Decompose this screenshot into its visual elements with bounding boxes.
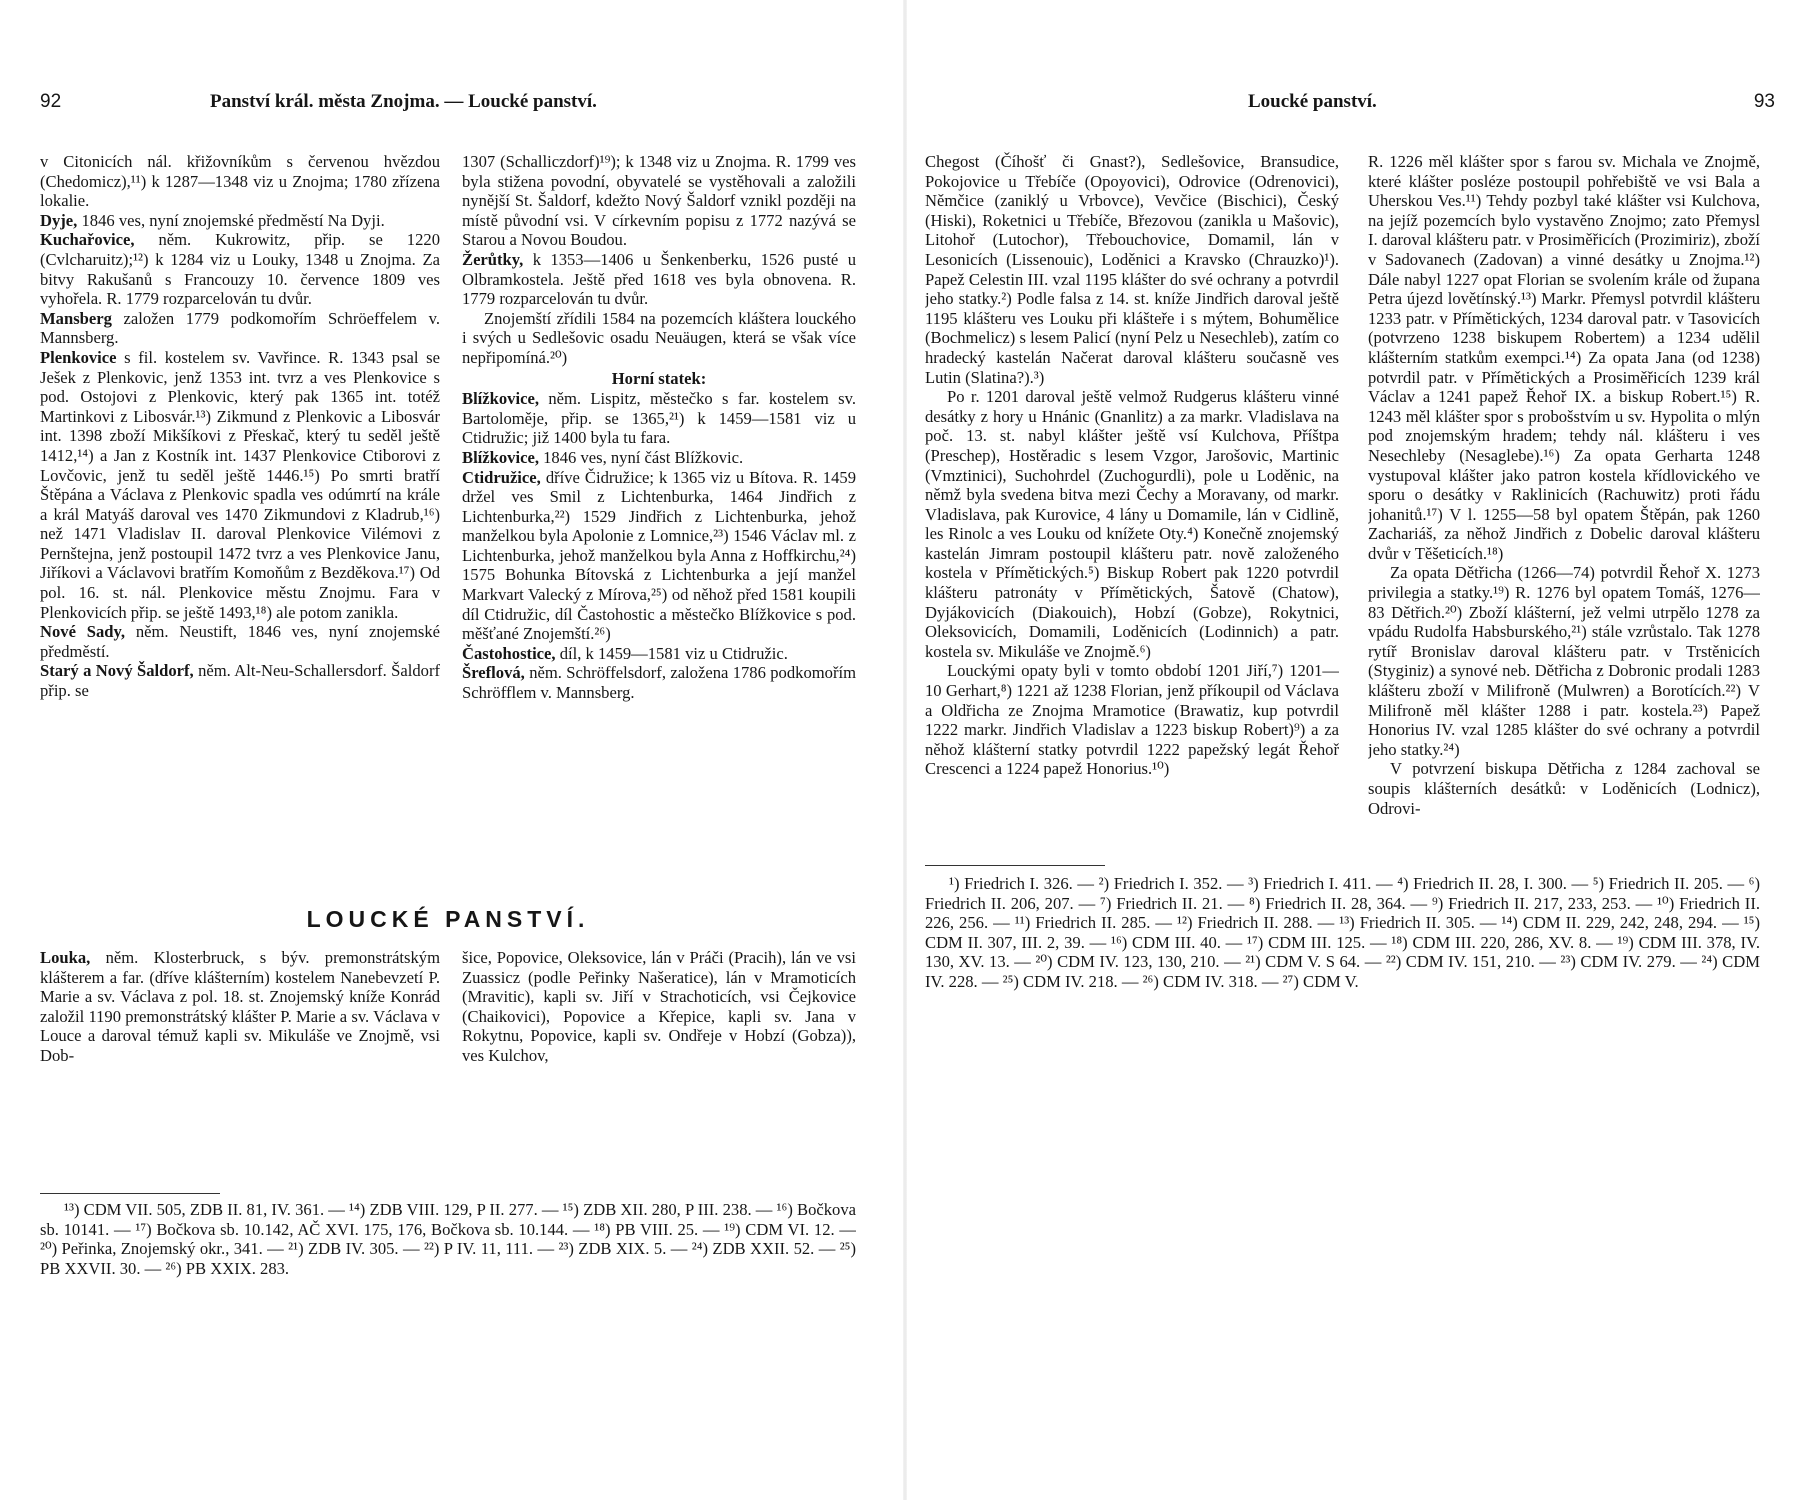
right-column-2 <box>1368 152 1760 852</box>
left-column-1 <box>40 152 440 882</box>
entry-text: Znojemští zřídili 1584 na pozemcích kláštera louckého i svých u Sedlešovic osadu Neuäugen, která se však více nepřipomíná.²⁰) <box>462 308 856 367</box>
entry-paragraph <box>925 387 1339 661</box>
right-page <box>905 0 1810 1500</box>
entry-text: s fil. kostelem sv. Vavřince. R. 1343 psal se Ješek z Plenkovic, jenž 1353 int. tvrz a ves Plenkovice s pod. Ostojovi z Plenkovic, který pak 1365 int. totéž Martinkovi z Libosvár.¹³) Zikmund z Plenkovic a Libosvár int. 1398 zboží Mikšíkovi z Přeskač, který tu seděl ještě 1412,¹⁴) a Jan z Kostník int. 1437 Plenkovice Ctiborovi z Lovčovic, jenž tu seděl ještě 1446.¹⁵) Po smrti bratří Štěpána a Václava z Plenkovic spadla ves odúmrtí na krále a král Matyáš daroval ves 1470 Zikmundovi z Kladrub,¹⁶) než 1471 Vladislav II. daroval Plenkovice Vilémovi z Pernštejna, jenž postoupil 1472 tvrz a ves Plenkovice Janu, Jiříkovi a Václavovi bratřím Komoňům z Bezděkova.¹⁷) Od pol. 16. st. nál. Plenkovice městu Znojmu. Fara v Plenkovicích přip. se ještě 1493,¹⁸) ale potom zanikla. <box>40 347 440 622</box>
right-footnote-rule <box>925 865 1105 866</box>
entry-paragraph <box>462 250 856 309</box>
entry-paragraph <box>40 661 440 700</box>
entry-headword: Plenkovice <box>40 347 117 367</box>
left-column-2 <box>462 152 856 882</box>
left-page-number: 92 <box>40 91 62 112</box>
subheading: Horní statek: <box>611 368 707 388</box>
entry-paragraph <box>462 644 856 664</box>
entry-paragraph <box>40 230 440 308</box>
entry-headword: Mansberg <box>40 308 112 328</box>
entry-text: V potvrzení biskupa Dětřicha z 1284 zachoval se soupis klášterních desátků: v Loděnicích (Lodnicz), Odrovi- <box>1368 759 1760 818</box>
entry-paragraph <box>40 152 440 211</box>
left-column-4 <box>462 948 856 1184</box>
entry-text: něm. Lispitz, městečko s far. kostelem sv. Bartoloměje, přip. se 1365,²¹) k 1459—1581 viz u Ctidružic; již 1400 byla tu fara. <box>462 389 856 448</box>
entry-text: k 1353—1406 u Šenkenberku, 1526 pusté u Olbramkostela. Ještě před 1618 ves byla obnovena. R. 1779 rozparcelován tu dvůr. <box>462 249 856 309</box>
entry-headword: Dyje, <box>40 210 78 230</box>
entry-text: R. 1226 měl klášter spor s farou sv. Michala ve Znojmě, které klášter posléze postoupil pohřebiště ve vsi Bala a Uherskou Ves.¹¹) Tehdy pozbyl také klášter vsi Kulchova, na jejíž pozemcích bylo vystavěno Znojmo; zato Přemysl I. daroval klášteru patr. v Prosiměřicích (Prozimiriz), zboží v Sadovanech (Zadovan) a vinné desátky u Znojma.¹²) Dále nabyl 1227 opat Florian se svolením krále od župana Petra újezd lovětínský.¹³) Markr. Přemysl potvrdil klášteru 1233 patr. v Přímětických, 1234 daroval patr. v Tasovicích (potvrzeno 1238 biskupem Robertem) a 1234 udělil klášterním statkům exempci.¹⁴) Za opata Jana (od 1238) potvrdil patr. v Přímětických a Prosiměřicích 1239 král Václav a 1241 papež Řehoř IX. a biskup Robert.¹⁵) R. 1243 měl klášter spor s probošstvím u sv. Hypolita o mlýn pod znojemským hradem; tehdy nál. klášteru i ves Nesechleby (Nesaglebe).¹⁶) Za opata Gerharta 1248 vystupoval klášter jako patron kostela křídlovického ve sporu o desátky v Raklinicích (Rachuwitz) proti řádu johanitů.¹⁷) V l. 1255—58 byl opatem Štěpán, pak 1260 Zachariáš, za něhož Jindřich z Dobelic daroval klášteru dvůr v Těšeticích.¹⁸) <box>1368 152 1760 563</box>
left-running-head <box>40 88 876 116</box>
entry-text: něm. Alt-Neu-Schallersdorf. Šaldorf přip. se <box>40 661 440 701</box>
left-running-title: Panství král. města Znojma. — Loucké panství. <box>210 91 597 112</box>
entry-paragraph <box>40 211 440 231</box>
entry-headword: Ctidružice, <box>462 467 541 487</box>
entry-text: něm. Klosterbruck, s býv. premonstrátským klášterem a far. (dříve klášterním) kostelem Nanebevzetí P. Marie a sv. Václava z pol. 18. st. Znojemský kníže Konrád založil 1190 premonstrátský klášter P. Marie a sv. Václava v Louce a daroval témuž kapli sv. Mikuláše ve Znojmě, vsi Dob- <box>40 948 440 1065</box>
section-title: LOUCKÉ PANSTVÍ. <box>306 906 590 932</box>
left-column-3 <box>40 948 440 1184</box>
entry-text: něm. Schröffelsdorf, založena 1786 podkomořím Schröfflem v. Mannsberg. <box>462 663 856 703</box>
entry-headword: Starý a Nový Šaldorf, <box>40 661 194 681</box>
entry-headword: Nové Sady, <box>40 622 126 642</box>
entry-headword: Blížkovice, <box>462 389 539 409</box>
entry-paragraph <box>462 309 856 368</box>
entry-paragraph <box>40 309 440 348</box>
right-column-1 <box>925 152 1339 852</box>
entry-text: Po r. 1201 daroval ještě velmož Rudgerus klášteru vinné desátky z hory u Hnánic (Gnanlitz) a za markr. Vladislava na poč. 13. st. nabyl klášter ještě vsí Kulchova, Příštpa (Preschep), Hostěradic s lesem Vzgor, Jarošovic, Martinic (Vmztinici), Suchohrdel (Zuchogurdli), pole u Loděnic, na němž byla svedena bitva mezi Čechy a Moravany, od markr. Vladislava, pak Kurovice, 4 lány u Domamile, lán v Cidlině, les Rinolc a ves Louku od knížete Oty.⁴) Konečně znojemský kastelán Jimram postoupil klášteru patr. nově založeného kostela v Přímětických.⁵) Biskup Robert pak 1220 potvrdil klášteru patronáty v Přímětických, Šatově (Chatow), Dyjákovicích (Diakouich), Hobzí (Gobze), Rokytnici, Oleksovicích, Domamili, Loděnicích (Lodinnich) a patr. kostela sv. Mikuláše ve Znojmě.⁶) <box>925 387 1339 661</box>
entry-text: šice, Popovice, Oleksovice, lán v Práči (Pracih), lán ve vsi Zuassicz (podle Peřinky Našeratice), lán v Mramoticích (Mravitic), kapli sv. Jiří v Strachoticích, vsi Čejkovice (Chaikovici), Popovice a Křepice, kapli sv. Jana v Rokytnu, Popovice, kapli sv. Ondřeje v Hobzí (Gobza)), ves Kulchov, <box>462 948 856 1065</box>
entry-text: Chegost (Číhošť či Gnast?), Sedlešovice, Bransudice, Pokojovice u Třebíče (Opoyovici), Odrovice (Odrenovici), Němčice (zaniklý u Vrbovce), Vevčice (Bischici), Český (Hiski), Roketnici u Třebíče, Březovou (zanikla u Mašovic), Litohoř (Lutochor), Třebouchovice, Domamil, lán v Lesonicích (Lissenouic), Loděnici a Kravsko (Chrauzko)¹). Papež Celestin III. vzal 1195 klášter do své ochrany a potvrdil jeho statky.²) Podle falsa z 14. st. kníže Jindřich daroval ještě 1195 klášteru ves Louku při klášteře i s mýtem, Bohumělice (Bochmelicz) s lesem Palicí (nyní Pelz u Nesechleb), zatím co hradecký kastelán Načerat daroval klášteru současně ves Lutin (Slatina?).³) <box>925 152 1339 387</box>
entry-paragraph <box>462 389 856 448</box>
entry-paragraph <box>1368 152 1760 563</box>
entry-text: 1307 (Schalliczdorf)¹⁹); k 1348 viz u Znojma. R. 1799 ves byla stižena povodní, obyvatelé se vystěhovali a založili nynější St. Šaldorf, kdežto Nový Šaldorf vznikl později na místě původní vsi. V církevním popisu z 1772 nazývá se Starou a Novou Boudou. <box>462 152 856 250</box>
entry-headword: Kuchařovice, <box>40 230 135 250</box>
entry-headword: Louka, <box>40 948 91 967</box>
entry-paragraph <box>925 661 1339 779</box>
entry-text: Za opata Dětřicha (1266—74) potvrdil Řehoř X. 1273 privilegia a statky.¹⁹) R. 1276 byl opatem Tomáš, 1276—83 Dětřich.²⁰) Zboží klášterní, jež velmi utrpělo 1278 za vpádu Rudolfa Habsburského,²¹) stále vzrůstalo. Tak 1278 rytíř Bronislav daroval klášteru patr. v Trstěnicích (Styginiz) a synové neb. Dětřicha z Dobronic prodali 1283 klášteru zboží v Milifroně (Mulwren) a Borotících.²²) V Milifroně měl klášter 1288 i patr. kostela.²³) Papež Honorius IV. vzal 1285 klášter do své ochrany a potvrdil jeho statky.²⁴) <box>1368 563 1760 759</box>
entry-paragraph <box>40 948 440 1066</box>
right-running-title: Loucké panství. <box>1248 91 1377 112</box>
entry-text: 1846 ves, nyní znojemské předměstí Na Dyji. <box>81 210 385 230</box>
entry-text: dříve Čidružice; k 1365 viz u Bítova. R. 1459 držel ves Smil z Lichtenburka, 1464 Jindřich z Lichtenburka,²²) 1529 Jindřich z Lichtenburka, jehož manželkou byla Apolonie z Lomnice,²³) 1546 Václav ml. z Lichtenburka, jehož manželkou byla Anna z Hoffkirchu,²⁴) 1575 Bohunka Bítovská z Lichtenburka a její manžel Markvart Valecký z Mírova,²⁵) od něhož před 1581 koupili díl Ctidružic, díl Častohostic a městečko Blížkovice s pod. měšťané Znojemští.²⁶) <box>462 467 856 644</box>
entry-text: v Citonicích nál. křižovníkům s červenou hvězdou (Chedomicz),¹¹) k 1287—1348 viz u Znojma; 1780 zřízena lokalie. <box>40 152 440 211</box>
entry-paragraph <box>1368 563 1760 759</box>
entry-paragraph <box>462 663 856 702</box>
entry-text: 1846 ves, nyní část Blížkovic. <box>543 447 744 467</box>
entry-headword: Blížkovice, <box>462 447 539 467</box>
entry-text: Louckými opaty byli v tomto období 1201 Jiří,⁷) 1201—10 Gerhart,⁸) 1221 až 1238 Florian, jenž příkoupil od Václava a Oldřicha ze Znojma Mramotice (Brawatiz, kup potvrdil 1222 markr. Jindřich Vladislav a 1223 biskup Robert)⁹) a za něhož klášterní statky potvrdil 1222 papežský legát Řehoř Crescenci a 1224 papež Honorius.¹⁰) <box>925 661 1339 779</box>
entry-paragraph <box>462 448 856 468</box>
entry-headword: Žerůtky, <box>462 249 524 269</box>
entry-text: založen 1779 podkomořím Schröeffelem v. Mannsberg. <box>40 308 440 348</box>
left-footnotes: ¹³) CDM VII. 505, ZDB II. 81, IV. 361. — ¹⁴) ZDB VIII. 129, P II. 277. — ¹⁵) ZDB XII. 280, P III. 238. — ¹⁶) Bočkova sb. 10141. — ¹⁷) Bočkova sb. 10.142, AČ XVI. 175, 176, Bočkova sb. 10.144. — ¹⁸) PB VIII. 25. — ¹⁹) CDM VI. 12. — ²⁰) Peřinka, Znojemský okr., 341. — ²¹) ZDB IV. 305. — ²²) P IV. 11, 111. — ²³) ZDB XIX. 5. — ²⁴) ZDB XXII. 52. — ²⁵) PB XXVII. 30. — ²⁶) PB XXIX. 283. <box>40 1200 856 1278</box>
entry-headword: Šreflová, <box>462 663 525 683</box>
entry-paragraph <box>1368 759 1760 818</box>
right-page-number: 93 <box>1753 91 1775 112</box>
left-footnote-rule <box>40 1193 220 1194</box>
entry-paragraph <box>462 152 856 250</box>
entry-paragraph <box>462 948 856 1066</box>
right-running-head <box>925 88 1775 116</box>
entry-paragraph <box>925 152 1339 387</box>
entry-text: něm. Neustift, 1846 ves, nyní znojemské předměstí. <box>40 622 440 661</box>
entry-headword: Častohostice, <box>462 643 556 663</box>
entry-paragraph <box>462 468 856 644</box>
entry-paragraph <box>40 622 440 661</box>
entry-text: něm. Kukrowitz, přip. se 1220 (Cvlcharuitz);¹²) k 1284 viz u Louky, 1348 u Znojma. Za bitvy Rakušanů s Francouzy 10. července 1809 ves vyhořela. R. 1779 rozparcelován tu dvůr. <box>40 230 440 309</box>
entry-text: díl, k 1459—1581 viz u Ctidružic. <box>559 643 788 663</box>
right-footnotes: ¹) Friedrich I. 326. — ²) Friedrich I. 352. — ³) Friedrich I. 411. — ⁴) Friedrich II. 28, I. 300. — ⁵) Friedrich II. 205. — ⁶) Friedrich II. 206, 207. — ⁷) Friedrich II. 21. — ⁸) Friedrich II. 28, 364. — ⁹) Friedrich II. 217, 233, 253. — ¹⁰) Friedrich II. 226, 256. — ¹¹) Friedrich II. 285. — ¹²) Friedrich II. 288. — ¹³) Friedrich II. 305. — ¹⁴) CDM II. 229, 242, 248, 294. — ¹⁵) CDM II. 307, III. 2, 39. — ¹⁶) CDM III. 40. — ¹⁷) CDM III. 125. — ¹⁸) CDM III. 220, 286, XV. 8. — ¹⁹) CDM III. 378, IV. 130, XV. 13. — ²⁰) CDM IV. 123, 130, 210. — ²¹) CDM V. S 64. — ²²) CDM IV. 151, 210. — ²³) CDM IV. 279. — ²⁴) CDM IV. 228. — ²⁵) CDM IV. 218. — ²⁶) CDM IV. 318. — ²⁷) CDM V. <box>925 874 1760 991</box>
entry-paragraph <box>40 348 440 622</box>
